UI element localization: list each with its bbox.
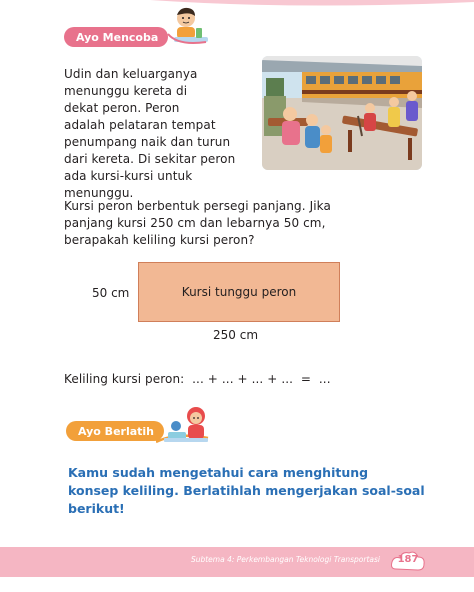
width-label: 250 cm [213, 328, 259, 342]
section-banner-practice [66, 420, 164, 442]
banner-practice-label: Ayo Berlatih [66, 421, 164, 441]
banner-try-label: Ayo Mencoba [64, 27, 168, 47]
perimeter-formula: Keliling kursi peron: ... + ... + ... + ... = ... [64, 372, 331, 386]
intro-line: penumpang naik dan turun [64, 135, 231, 149]
practice-line: konsep keliling. Berlatihlah mengerjakan soal-soal [68, 483, 425, 498]
station-platform-illustration [262, 56, 422, 170]
bench-rectangle [138, 262, 340, 322]
question-line: Kursi peron berbentuk persegi panjang. Jika [64, 199, 331, 213]
practice-line: berikut! [68, 501, 125, 516]
question-line: berapakah keliling kursi peron? [64, 233, 255, 247]
page-number: 187 [397, 554, 419, 565]
girl-studying-mascot-icon [156, 402, 216, 448]
practice-line: Kamu sudah mengetahui cara menghitung [68, 465, 369, 480]
question-line: panjang kursi 250 cm dan lebarnya 50 cm, [64, 216, 326, 230]
intro-line: dekat peron. Peron [64, 101, 180, 115]
question-paragraph [64, 198, 424, 249]
footer-subtheme: Subtema 4: Perkembangan Teknologi Transportasi [190, 555, 380, 564]
station-scene-icon [262, 56, 422, 170]
height-label: 50 cm [92, 286, 130, 300]
intro-line: menunggu kereta di [64, 84, 188, 98]
bench-rectangle-label: Kursi tunggu peron [181, 285, 297, 299]
intro-line: ada kursi-kursi untuk menunggu. [64, 169, 193, 200]
page-number-badge [390, 549, 426, 575]
intro-line: Udin dan keluarganya [64, 67, 198, 81]
intro-paragraph [64, 66, 264, 202]
top-wave-decoration [0, 0, 474, 8]
intro-line: dari kereta. Di sekitar peron [64, 152, 236, 166]
boy-studying-mascot-icon [166, 4, 214, 50]
intro-line: adalah pelataran tempat [64, 118, 216, 132]
section-banner-try [64, 26, 168, 48]
practice-instruction [68, 464, 428, 518]
